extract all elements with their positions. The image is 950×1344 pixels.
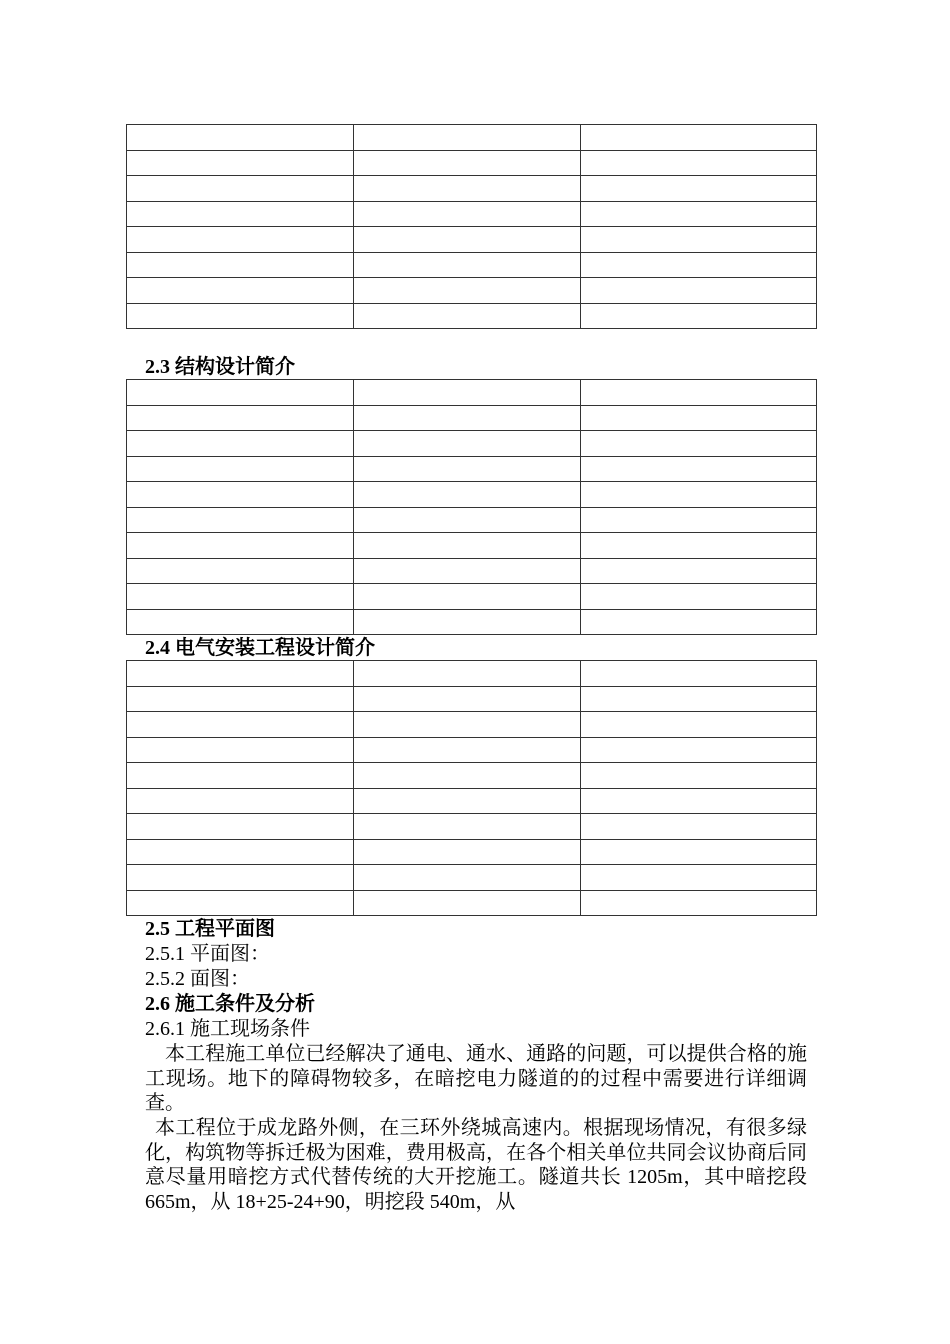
table-cell [127, 278, 354, 304]
table-cell [354, 839, 581, 865]
table-cell [354, 456, 581, 482]
section-2-5-2-line: 2.5.2 面图： [145, 968, 250, 990]
table-cell [354, 788, 581, 814]
table-row [127, 380, 817, 406]
table-cell [127, 252, 354, 278]
table-row [127, 712, 817, 738]
table-cell [354, 865, 581, 891]
table-cell [581, 252, 817, 278]
table-cell [581, 431, 817, 457]
table-cell [127, 405, 354, 431]
table-structure-design [126, 379, 817, 635]
table-cell [354, 303, 581, 329]
table-top [126, 124, 817, 329]
table-row [127, 763, 817, 789]
table-cell [354, 558, 581, 584]
table-row [127, 303, 817, 329]
table-cell [581, 380, 817, 406]
table-cell [581, 865, 817, 891]
table-electrical-design [126, 660, 817, 916]
table-row [127, 814, 817, 840]
table-cell [354, 201, 581, 227]
table-cell [127, 533, 354, 559]
table-cell [354, 890, 581, 916]
table-cell [354, 609, 581, 635]
table-cell [354, 431, 581, 457]
table-cell [581, 661, 817, 687]
table-cell [354, 712, 581, 738]
table-cell [127, 763, 354, 789]
table-cell [354, 125, 581, 151]
table-cell [581, 712, 817, 738]
table-cell [581, 763, 817, 789]
table-cell [581, 482, 817, 508]
table-cell [581, 558, 817, 584]
table-row [127, 890, 817, 916]
table-cell [581, 201, 817, 227]
table-cell [354, 661, 581, 687]
table-cell [354, 482, 581, 508]
table-cell [581, 456, 817, 482]
table-row [127, 227, 817, 253]
site-conditions-paragraph-1: 本工程施工单位已经解决了通电、通水、通路的问题，可以提供合格的施工现场。地下的障碍物较多，在暗挖电力隧道的的过程中需要进行详细调查。 [145, 1043, 807, 1114]
section-2-4-heading: 2.4 电气安装工程设计简介 [145, 637, 375, 659]
table-electrical-design-body [127, 661, 817, 916]
table-cell [127, 227, 354, 253]
table-cell [127, 865, 354, 891]
table-row [127, 839, 817, 865]
table-row [127, 125, 817, 151]
table-cell [127, 176, 354, 202]
table-cell [127, 431, 354, 457]
table-cell [127, 712, 354, 738]
table-cell [581, 405, 817, 431]
table-cell [354, 227, 581, 253]
table-cell [127, 661, 354, 687]
table-cell [581, 839, 817, 865]
table-cell [127, 125, 354, 151]
table-cell [354, 278, 581, 304]
section-2-5-heading: 2.5 工程平面图 [145, 918, 275, 940]
table-cell [354, 176, 581, 202]
table-row [127, 278, 817, 304]
table-cell [581, 788, 817, 814]
table-row [127, 507, 817, 533]
section-2-6-heading: 2.6 施工条件及分析 [145, 993, 315, 1015]
table-cell [581, 176, 817, 202]
table-cell [354, 252, 581, 278]
table-cell [581, 890, 817, 916]
table-cell [127, 303, 354, 329]
table-cell [127, 788, 354, 814]
table-row [127, 533, 817, 559]
table-cell [581, 533, 817, 559]
table-row [127, 201, 817, 227]
table-cell [354, 405, 581, 431]
table-cell [354, 584, 581, 610]
table-cell [354, 150, 581, 176]
table-cell [127, 814, 354, 840]
table-cell [127, 737, 354, 763]
table-cell [127, 890, 354, 916]
table-cell [127, 584, 354, 610]
table-cell [581, 609, 817, 635]
table-cell [127, 686, 354, 712]
table-cell [581, 150, 817, 176]
table-cell [127, 380, 354, 406]
table-row [127, 737, 817, 763]
table-cell [354, 507, 581, 533]
table-cell [581, 227, 817, 253]
table-row [127, 865, 817, 891]
table-row [127, 431, 817, 457]
table-cell [354, 763, 581, 789]
table-row [127, 252, 817, 278]
table-cell [581, 584, 817, 610]
table-cell [127, 839, 354, 865]
table-cell [354, 814, 581, 840]
table-row [127, 788, 817, 814]
table-top-body [127, 125, 817, 329]
table-row [127, 482, 817, 508]
table-cell [581, 507, 817, 533]
table-structure-design-body [127, 380, 817, 635]
table-cell [127, 482, 354, 508]
table-row [127, 150, 817, 176]
table-cell [354, 686, 581, 712]
table-cell [581, 278, 817, 304]
table-row [127, 405, 817, 431]
table-row [127, 661, 817, 687]
section-2-6-1-line: 2.6.1 施工现场条件 [145, 1018, 310, 1040]
section-2-5-1-line: 2.5.1 平面图： [145, 943, 270, 965]
table-cell [127, 150, 354, 176]
table-cell [581, 686, 817, 712]
table-row [127, 558, 817, 584]
table-cell [127, 558, 354, 584]
section-2-3-heading: 2.3 结构设计简介 [145, 356, 295, 378]
table-cell [127, 609, 354, 635]
table-cell [581, 303, 817, 329]
table-cell [354, 737, 581, 763]
table-cell [127, 456, 354, 482]
table-row [127, 456, 817, 482]
table-row [127, 584, 817, 610]
table-row [127, 609, 817, 635]
table-cell [354, 380, 581, 406]
table-cell [581, 814, 817, 840]
table-row [127, 176, 817, 202]
table-row [127, 686, 817, 712]
table-cell [581, 737, 817, 763]
table-cell [127, 201, 354, 227]
table-cell [581, 125, 817, 151]
table-cell [354, 533, 581, 559]
table-cell [127, 507, 354, 533]
site-conditions-paragraph-2: 本工程位于成龙路外侧，在三环外绕城高速内。根据现场情况，有很多绿化，构筑物等拆迁极为困难，费用极高，在各个相关单位共同会议协商后同意尽量用暗挖方式代替传统的大开挖施工。隧道共长 1205m，其中暗挖段 665m，从 18+25-24+90，明挖段 540m，从 [145, 1117, 807, 1213]
